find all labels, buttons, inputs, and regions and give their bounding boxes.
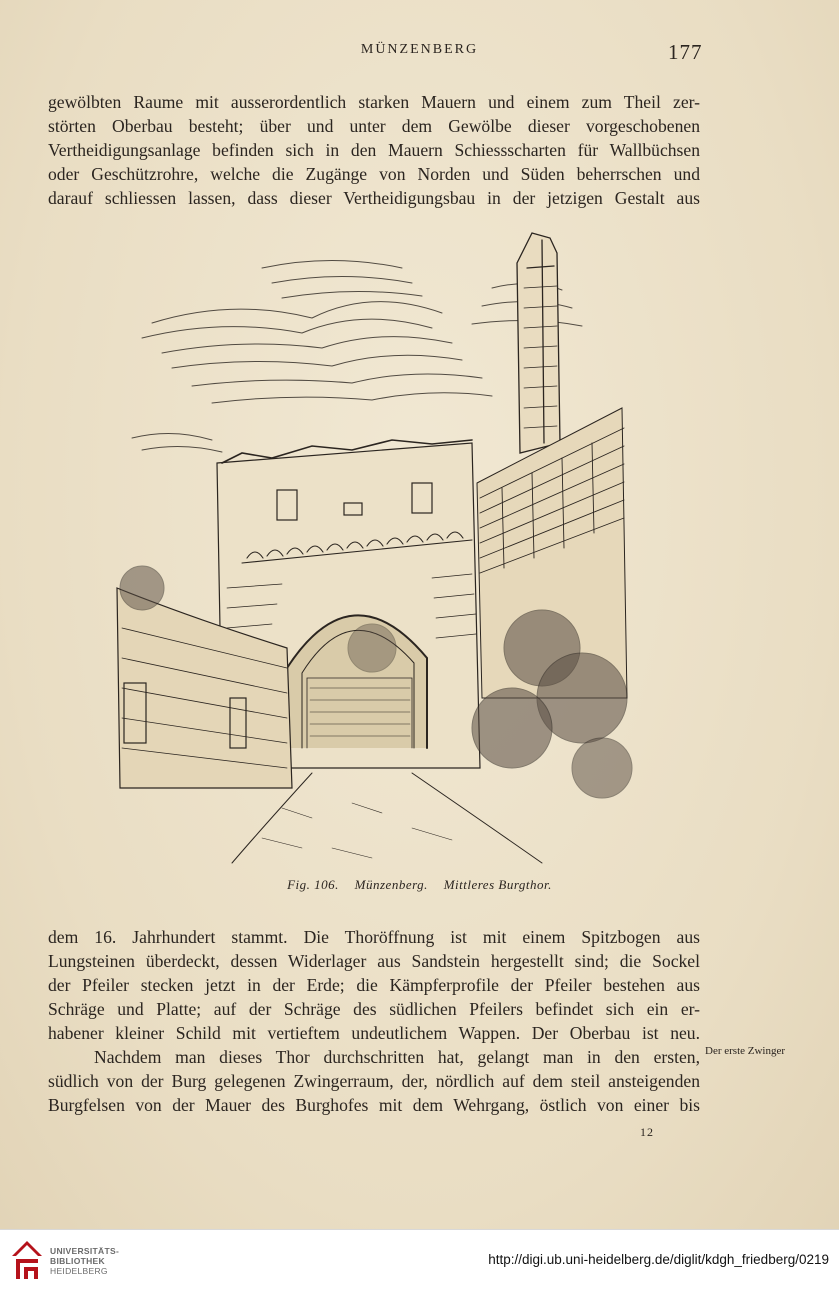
- gate-illustration: [112, 228, 637, 868]
- text-line: Nachdem man dieses Thor durchschritten hat, gelangt man in den ersten,: [94, 1047, 700, 1067]
- text-line: Lungsteinen überdeckt, dessen Widerlager aus Sandstein hergestellt sind; die Sockel: [48, 951, 700, 971]
- text-line: südlich von der Burg gelegenen Zwingerraum, der, nördlich auf dem steil ansteigenden: [48, 1071, 700, 1091]
- text-line: oder Geschützrohre, welche die Zugänge von Norden und Süden beherrschen und: [48, 164, 700, 184]
- margin-note: Der erste Zwinger: [705, 1045, 786, 1057]
- page-number: 177: [668, 40, 703, 64]
- text-line: gewölbten Raume mit ausserordentlich starken Mauern und einem zum Theil zer-: [48, 92, 700, 112]
- viewer-footer: [0, 1229, 839, 1292]
- text-line: Vertheidigungsanlage befinden sich in den Mauern Schiessscharten für Wallbüchsen: [48, 140, 700, 160]
- top-paragraph: [48, 90, 700, 210]
- sheet-number: 12: [640, 1125, 654, 1139]
- text-line: darauf schliessen lassen, dass dieser Vertheidigungsbau in der jetzigen Gestalt aus: [48, 188, 700, 208]
- library-line-1: UNIVERSITÄTS-: [50, 1246, 120, 1256]
- tower: [517, 233, 560, 453]
- text-line: Schräge und Platte; auf der Schräge des südlichen Pfeilers befindet sich ein er-: [48, 999, 700, 1019]
- caption-number: Fig. 106.: [287, 877, 339, 892]
- library-name: [50, 1246, 119, 1276]
- text-line: dem 16. Jahrhundert stammt. Die Thoröffnung ist mit einem Spitzbogen aus: [48, 927, 700, 947]
- text-line: der Pfeiler stecken jetzt in der Erde; die Kämpferprofile der Pfeiler bestehen aus: [48, 975, 700, 995]
- bottom-paragraph: [48, 925, 700, 1117]
- caption-title: Mittleres Burgthor.: [443, 877, 552, 892]
- clouds-hatching: [132, 261, 582, 453]
- text-line: störten Oberbau besteht; über und unter dem Gewölbe dieser vorgeschobenen: [48, 116, 700, 136]
- library-logo-icon[interactable]: [10, 1239, 44, 1283]
- caption-place: Münzenberg.: [354, 877, 428, 892]
- text-line: habener kleiner Schild mit vertieftem undeutlichem Wappen. Der Oberbau ist neu.: [48, 1023, 700, 1043]
- page-url-link[interactable]: http://digi.ub.uni-heidelberg.de/diglit/kdgh_friedberg/0219: [488, 1252, 829, 1267]
- text-line: Burgfelsen von der Mauer des Burghofes mit dem Wehrgang, östlich von einer bis: [48, 1095, 700, 1115]
- library-line-3: HEIDELBERG: [50, 1266, 108, 1276]
- running-header: MÜNZENBERG: [360, 42, 479, 57]
- library-line-2: BIBLIOTHEK: [50, 1256, 105, 1266]
- figure-caption: [0, 877, 839, 893]
